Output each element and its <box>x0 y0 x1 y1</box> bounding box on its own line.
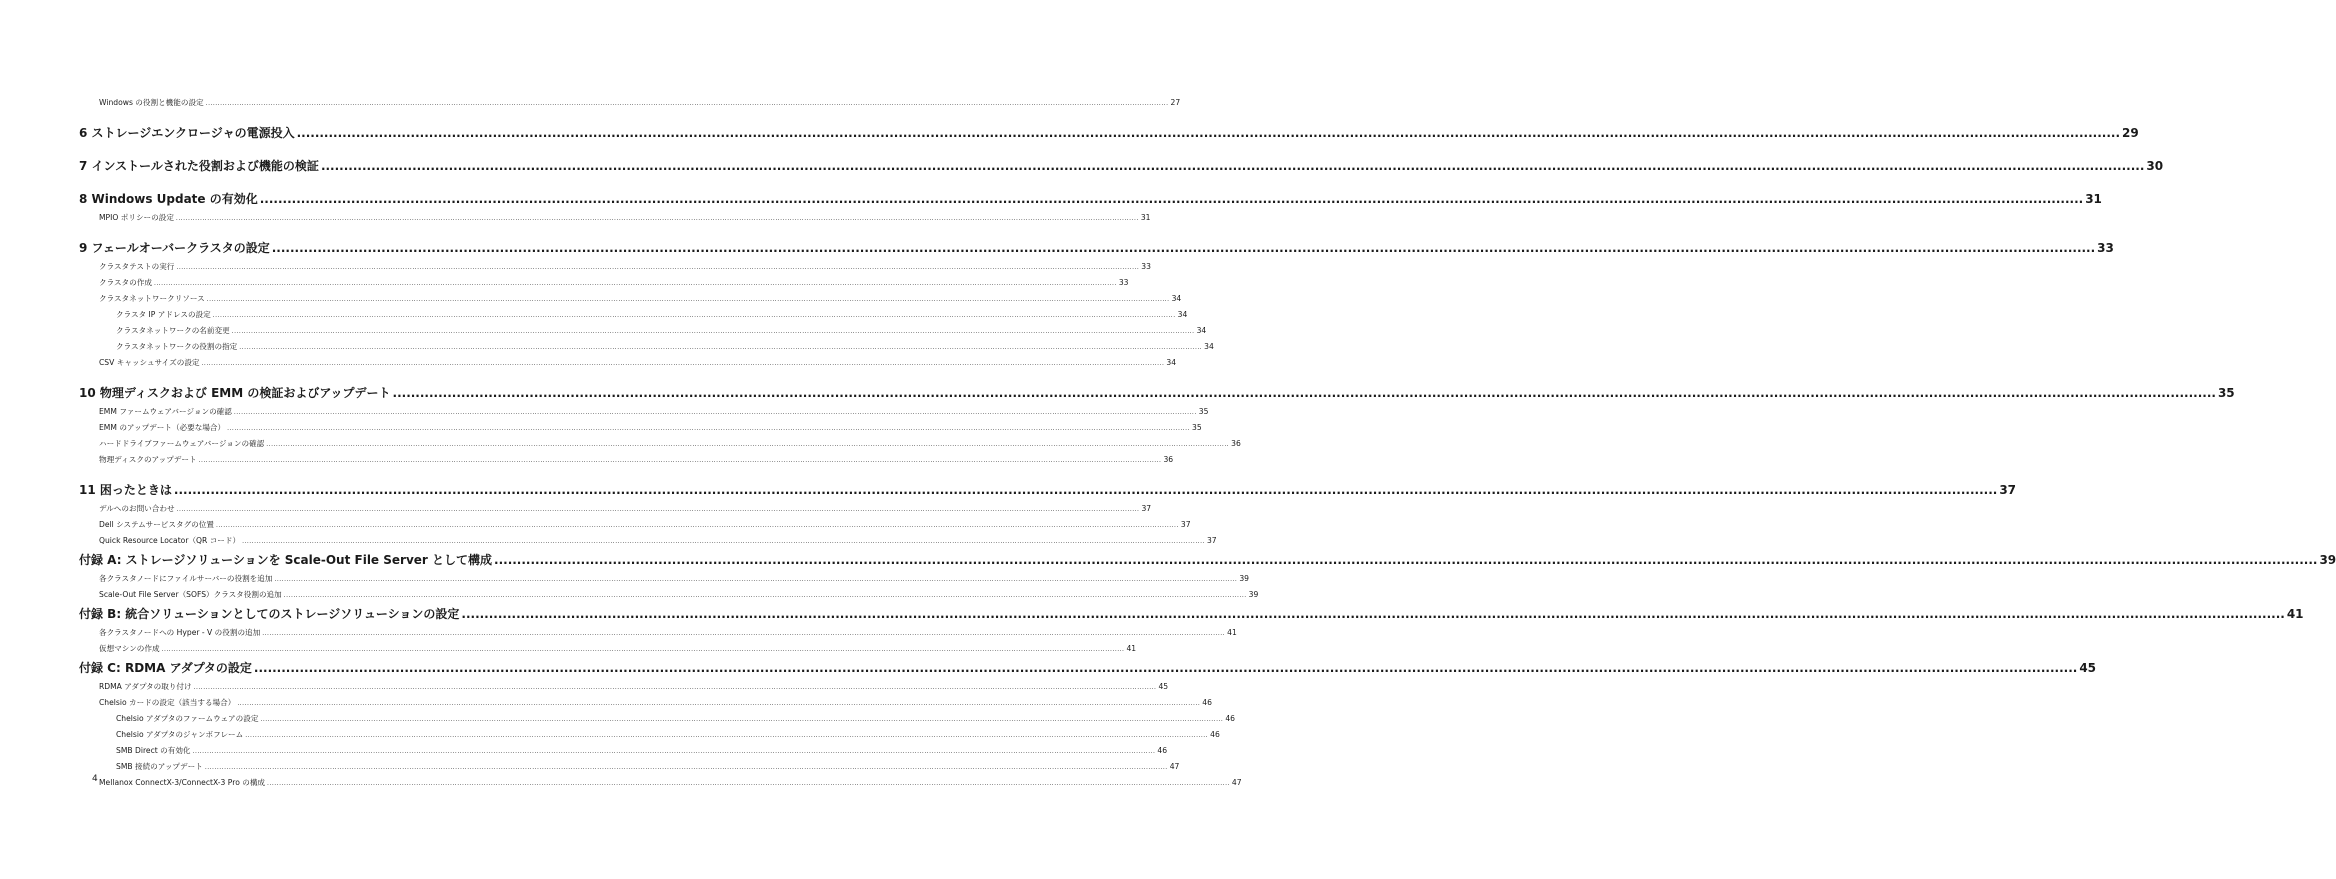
toc-chapter-page: 33 <box>2097 241 2114 255</box>
toc-leader: ................................................................................................................................................................................................................................................................................................................................................................................................................ <box>153 280 1117 287</box>
toc-chapter-page: 35 <box>2217 386 2235 400</box>
toc-entry-title: Scale-Out File Server（SOFS）クラスタ役割の追加 <box>99 590 282 599</box>
toc-chapter-page: 41 <box>2286 607 2304 621</box>
toc-entry[interactable] <box>99 422 1202 438</box>
toc-subentry-title: クラスタネットワークの役割の指定 <box>116 342 238 351</box>
toc-chapter-title: 7 インストールされた役割および機能の検証 <box>79 159 319 173</box>
toc-entry-title: ハードドライブファームウェアバージョンの確認 <box>99 439 265 448</box>
toc-leader: ................................................................................................................................................................................................................................................................................................................................................................................................................ <box>494 553 2318 567</box>
toc-leader: ................................................................................................................................................................................................................................................................................................................................................................................................................ <box>206 296 1170 303</box>
toc-entry-title: EMM のアップデート（必要な場合） <box>99 423 226 432</box>
toc-chapter[interactable] <box>79 124 2139 146</box>
toc-entry-page: 33 <box>1118 278 1129 287</box>
toc-entry[interactable] <box>99 277 1129 293</box>
toc-chapter-page: 37 <box>1999 483 2017 497</box>
toc-entry[interactable] <box>99 573 1249 589</box>
toc-entry-page: 39 <box>1239 574 1249 583</box>
toc-subentry-page: 47 <box>1169 762 1180 771</box>
toc-subentry-title: クラスタ IP アドレスの設定 <box>116 310 211 319</box>
toc-chapter[interactable] <box>79 605 2304 627</box>
toc-entry-page: 47 <box>1231 778 1242 787</box>
toc-entry-title: クラスタネットワークリソース <box>99 294 205 303</box>
toc-subentry[interactable] <box>116 761 1180 777</box>
toc-entry-title: CSV キャッシュサイズの設定 <box>99 358 200 367</box>
toc-leader: ................................................................................................................................................................................................................................................................................................................................................................................................................ <box>253 661 2078 675</box>
toc-entry[interactable] <box>99 212 1151 228</box>
toc-subentry-page: 46 <box>1210 730 1220 739</box>
toc-leader: ................................................................................................................................................................................................................................................................................................................................................................................................................ <box>239 344 1203 351</box>
toc-entry-title: Chelsio カードの設定（該当する場合） <box>99 698 236 707</box>
toc-leader: ................................................................................................................................................................................................................................................................................................................................................................................................................ <box>296 126 2121 140</box>
toc-entry[interactable] <box>99 293 1182 309</box>
toc-leader: ................................................................................................................................................................................................................................................................................................................................................................................................................ <box>245 732 1209 739</box>
toc-subentry-page: 34 <box>1177 310 1188 319</box>
toc-leader: ................................................................................................................................................................................................................................................................................................................................................................................................................ <box>193 684 1157 691</box>
toc-leader: ................................................................................................................................................................................................................................................................................................................................................................................................................ <box>242 538 1205 545</box>
toc-chapter-title: 11 困ったときは <box>79 483 172 497</box>
toc-entry-title: 仮想マシンの作成 <box>99 644 160 653</box>
toc-chapter-title: 付録 C: RDMA アダプタの設定 <box>79 661 252 675</box>
toc-entry-page: 36 <box>1231 439 1241 448</box>
toc-leader: ................................................................................................................................................................................................................................................................................................................................................................................................................ <box>204 764 1168 771</box>
toc-entry-page: 27 <box>1170 98 1181 107</box>
toc-leader: ................................................................................................................................................................................................................................................................................................................................................................................................................ <box>192 748 1156 755</box>
toc-entry-page: 46 <box>1202 698 1212 707</box>
toc-leader: ................................................................................................................................................................................................................................................................................................................................................................................................................ <box>175 215 1139 222</box>
toc-entry[interactable] <box>99 697 1212 713</box>
toc-entry-title: 各クラスタノードにファイルサーバーの役割を追加 <box>99 574 273 583</box>
toc-leader: ................................................................................................................................................................................................................................................................................................................................................................................................................ <box>274 576 1238 583</box>
toc-entry-title: Windows の役割と機能の設定 <box>99 98 204 107</box>
toc-entry[interactable] <box>99 643 1137 659</box>
toc-leader: ................................................................................................................................................................................................................................................................................................................................................................................................................ <box>231 328 1195 335</box>
toc-leader: ................................................................................................................................................................................................................................................................................................................................................................................................................ <box>227 425 1190 432</box>
toc-entry-title: Dell システムサービスタグの位置 <box>99 520 214 529</box>
toc-chapter-page: 45 <box>2079 661 2097 675</box>
toc-entry-page: 37 <box>1141 504 1152 513</box>
toc-entry-page: 37 <box>1180 520 1191 529</box>
toc-entry[interactable] <box>99 535 1217 551</box>
toc-chapter[interactable] <box>79 384 2235 406</box>
toc-entry-title: Mellanox ConnectX-3/ConnectX-3 Pro の構成 <box>99 778 266 787</box>
toc-chapter[interactable] <box>79 481 2017 503</box>
toc-subentry[interactable] <box>116 729 1220 745</box>
toc-subentry[interactable] <box>116 309 1188 325</box>
toc-leader: ................................................................................................................................................................................................................................................................................................................................................................................................................ <box>215 522 1179 529</box>
toc-entry[interactable] <box>99 97 1181 113</box>
toc-chapter[interactable] <box>79 157 2164 179</box>
toc-entry-title: Quick Resource Locator（QR コード） <box>99 536 241 545</box>
toc-leader: ................................................................................................................................................................................................................................................................................................................................................................................................................ <box>461 607 2285 621</box>
toc-subentry-title: SMB Direct の有効化 <box>116 746 191 755</box>
toc-entry-page: 45 <box>1158 682 1169 691</box>
toc-leader: ................................................................................................................................................................................................................................................................................................................................................................................................................ <box>266 441 1230 448</box>
toc-subentry-page: 34 <box>1204 342 1214 351</box>
toc-chapter-page: 30 <box>2146 159 2164 173</box>
toc-chapter[interactable] <box>79 659 2097 681</box>
toc-subentry[interactable] <box>116 341 1214 357</box>
toc-entry-page: 37 <box>1206 536 1217 545</box>
toc-entry[interactable] <box>99 438 1241 454</box>
toc-entry-page: 34 <box>1166 358 1177 367</box>
toc-chapter[interactable] <box>79 239 2114 261</box>
toc-subentry-title: Chelsio アダプタのファームウェアの設定 <box>116 714 259 723</box>
toc-entry[interactable] <box>99 681 1169 697</box>
toc-chapter[interactable] <box>79 551 2336 573</box>
toc-subentry[interactable] <box>116 713 1235 729</box>
toc-entry[interactable] <box>99 777 1242 793</box>
toc-chapter-page: 29 <box>2122 126 2139 140</box>
toc-entry-page: 34 <box>1171 294 1182 303</box>
toc-entry[interactable] <box>99 406 1209 422</box>
toc-entry-page: 35 <box>1192 423 1202 432</box>
toc-entry-title: RDMA アダプタの取り付け <box>99 682 192 691</box>
toc-leader: ................................................................................................................................................................................................................................................................................................................................................................................................................ <box>201 360 1165 367</box>
toc-subentry-title: クラスタネットワークの名前変更 <box>116 326 230 335</box>
toc-entry-page: 36 <box>1163 455 1174 464</box>
toc-entry-page: 35 <box>1198 407 1209 416</box>
toc-subentry-page: 46 <box>1157 746 1168 755</box>
toc-subentry-title: Chelsio アダプタのジャンボフレーム <box>116 730 244 739</box>
toc-entry[interactable] <box>99 261 1151 277</box>
toc-leader: ................................................................................................................................................................................................................................................................................................................................................................................................................ <box>237 700 1201 707</box>
toc-leader: ................................................................................................................................................................................................................................................................................................................................................................................................................ <box>176 264 1140 271</box>
toc-leader: ................................................................................................................................................................................................................................................................................................................................................................................................................ <box>320 159 2145 173</box>
toc-leader: ................................................................................................................................................................................................................................................................................................................................................................................................................ <box>260 716 1224 723</box>
toc-subentry-title: SMB 接続のアップデート <box>116 762 203 771</box>
page-number: 4 <box>92 774 98 784</box>
toc-leader: ................................................................................................................................................................................................................................................................................................................................................................................................................ <box>283 592 1247 599</box>
toc-chapter-title: 付録 A: ストレージソリューションを Scale-Out File Server として構成 <box>79 553 493 567</box>
toc-entry-title: EMM ファームウェアバージョンの確認 <box>99 407 232 416</box>
toc-leader: ................................................................................................................................................................................................................................................................................................................................................................................................................ <box>233 409 1197 416</box>
toc-subentry-page: 46 <box>1225 714 1235 723</box>
toc-entry-title: デルへのお問い合わせ <box>99 504 175 513</box>
toc-entry-page: 31 <box>1140 213 1151 222</box>
toc-entry[interactable] <box>99 503 1152 519</box>
toc-chapter[interactable] <box>79 190 2102 212</box>
toc-entry-title: MPIO ポリシーの設定 <box>99 213 174 222</box>
toc-entry[interactable] <box>99 589 1259 605</box>
toc-entry-page: 39 <box>1248 590 1259 599</box>
toc-leader: ................................................................................................................................................................................................................................................................................................................................................................................................................ <box>173 483 1998 497</box>
toc-entry[interactable] <box>99 519 1191 535</box>
toc-leader: ................................................................................................................................................................................................................................................................................................................................................................................................................ <box>259 192 2084 206</box>
toc-chapter-page: 31 <box>2085 192 2102 206</box>
toc-leader: ................................................................................................................................................................................................................................................................................................................................................................................................................ <box>205 100 1169 107</box>
toc-subentry[interactable] <box>116 325 1207 341</box>
toc-leader: ................................................................................................................................................................................................................................................................................................................................................................................................................ <box>271 241 2096 255</box>
toc-subentry[interactable] <box>116 745 1168 761</box>
toc-chapter-title: 9 フェールオーバークラスタの設定 <box>79 241 270 255</box>
toc-entry[interactable] <box>99 627 1237 643</box>
toc-leader: ................................................................................................................................................................................................................................................................................................................................................................................................................ <box>198 457 1162 464</box>
toc-subentry-page: 34 <box>1196 326 1207 335</box>
toc-chapter-page: 39 <box>2319 553 2336 567</box>
toc-entry-page: 41 <box>1227 628 1237 637</box>
toc-entry-title: 各クラスタノードへの Hyper - V の役割の追加 <box>99 628 261 637</box>
toc-leader: ................................................................................................................................................................................................................................................................................................................................................................................................................ <box>176 506 1140 513</box>
toc-entry-page: 33 <box>1141 262 1151 271</box>
toc-entry[interactable] <box>99 357 1177 373</box>
toc-leader: ................................................................................................................................................................................................................................................................................................................................................................................................................ <box>161 646 1125 653</box>
toc-chapter-title: 8 Windows Update の有効化 <box>79 192 258 206</box>
toc-entry[interactable] <box>99 454 1174 470</box>
table-of-contents <box>79 97 2336 793</box>
toc-leader: ................................................................................................................................................................................................................................................................................................................................................................................................................ <box>267 780 1230 787</box>
toc-chapter-title: 6 ストレージエンクロージャの電源投入 <box>79 126 295 140</box>
toc-leader: ................................................................................................................................................................................................................................................................................................................................................................................................................ <box>262 630 1226 637</box>
toc-entry-title: クラスタテストの実行 <box>99 262 175 271</box>
toc-chapter-title: 10 物理ディスクおよび EMM の検証およびアップデート <box>79 386 391 400</box>
toc-chapter-title: 付録 B: 統合ソリューションとしてのストレージソリューションの設定 <box>79 607 460 621</box>
toc-leader: ................................................................................................................................................................................................................................................................................................................................................................................................................ <box>392 386 2216 400</box>
toc-entry-title: 物理ディスクのアップデート <box>99 455 197 464</box>
toc-entry-title: クラスタの作成 <box>99 278 152 287</box>
toc-entry-page: 41 <box>1126 644 1137 653</box>
toc-leader: ................................................................................................................................................................................................................................................................................................................................................................................................................ <box>212 312 1176 319</box>
